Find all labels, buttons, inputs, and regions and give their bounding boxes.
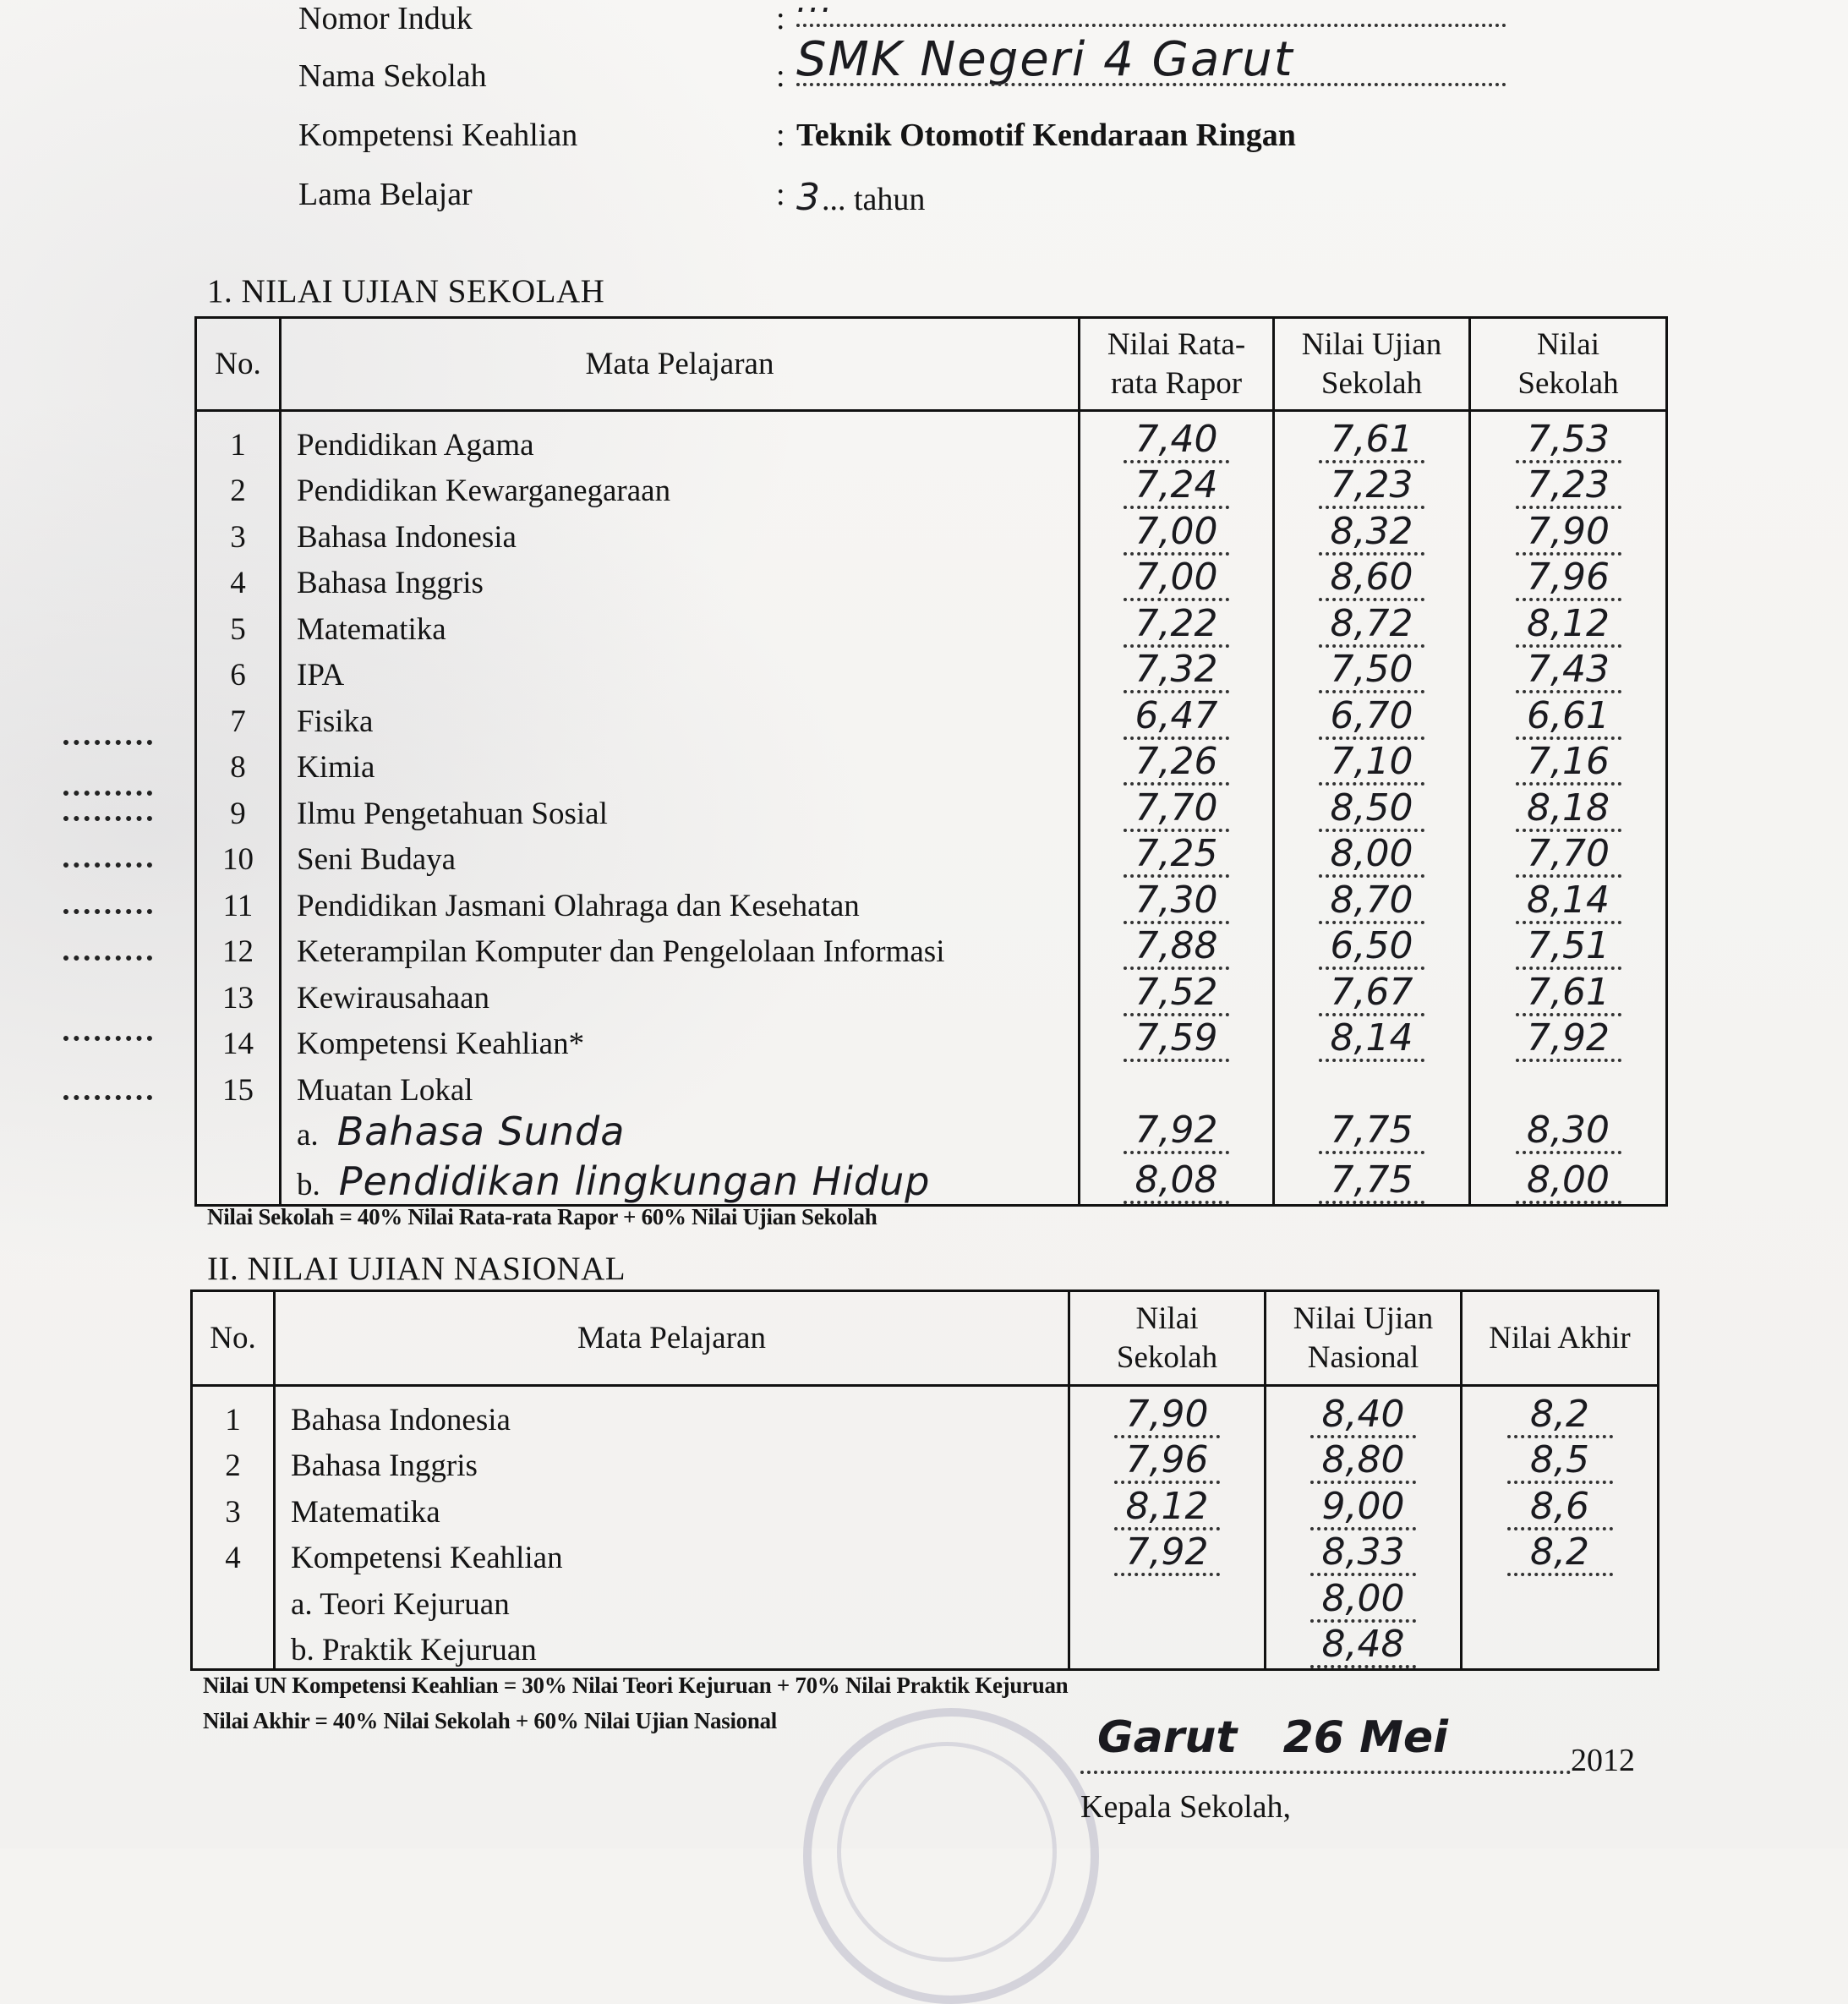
table-row (196, 878, 1667, 924)
sekolah-score: 7,16 (1516, 742, 1621, 786)
table-row (196, 740, 1667, 786)
akhir-score-cell (1462, 1530, 1659, 1577)
school-exam-table (194, 316, 1668, 1207)
rapor-score-cell (1080, 786, 1274, 832)
empty-cell (1080, 1062, 1274, 1109)
row-number: 4 (196, 556, 281, 602)
col-header-rapor: Nilai Rata-rata Rapor (1080, 318, 1274, 411)
rapor-score: 7,70 (1124, 788, 1229, 832)
table-row (196, 1062, 1667, 1109)
field-colon: : (776, 118, 785, 153)
punch-mark (63, 955, 152, 961)
sub-letter: a. (297, 1118, 319, 1153)
rapor-score: 7,00 (1124, 557, 1229, 601)
subject-name: IPA (281, 648, 1080, 694)
study-length-suffix: ... tahun (822, 182, 926, 217)
rapor-score-cell (1080, 832, 1274, 879)
col-header-akhir: Nilai Akhir (1462, 1291, 1659, 1386)
sekolah-score: 7,96 (1114, 1440, 1220, 1484)
un-score: 8,48 (1310, 1624, 1416, 1668)
table-row (192, 1623, 1659, 1670)
date-dotline (1080, 1771, 1571, 1774)
sekolah-score-cell (1470, 648, 1667, 694)
un-score-cell (1266, 1438, 1462, 1485)
table-row (192, 1530, 1659, 1577)
akhir-score-cell (1462, 1484, 1659, 1530)
school-stamp-inner (837, 1742, 1057, 1962)
rapor-score: 8,08 (1124, 1160, 1229, 1204)
subject-name: Matematika (281, 601, 1080, 648)
ujian-score-cell (1274, 924, 1470, 971)
sekolah-score-cell (1470, 1154, 1667, 1205)
col-header-sekolah: Nilai Sekolah (1069, 1291, 1266, 1386)
rapor-score: 7,00 (1124, 512, 1229, 556)
ujian-score: 6,50 (1319, 926, 1424, 970)
subject-name: Matematika (275, 1484, 1069, 1530)
competency-value: Teknik Otomotif Kendaraan Ringan (796, 118, 1296, 153)
table-row (192, 1386, 1659, 1438)
row-number (196, 1109, 281, 1155)
sekolah-score: 7,43 (1516, 649, 1621, 693)
subject-name: Bahasa Inggris (281, 556, 1080, 602)
ujian-score-cell (1274, 1154, 1470, 1205)
subject-name: Fisika (281, 693, 1080, 740)
empty-cell (1069, 1623, 1266, 1670)
sekolah-score: 7,92 (1516, 1018, 1621, 1062)
signatory-title: Kepala Sekolah, (1080, 1789, 1292, 1825)
field-label: Kompetensi Keahlian (298, 118, 578, 153)
sekolah-score-cell (1470, 970, 1667, 1016)
study-length-value (796, 176, 925, 219)
subject-name: Muatan Lokal (281, 1062, 1080, 1109)
un-score: 8,00 (1310, 1579, 1416, 1623)
subject-name: a. Teori Kejuruan (275, 1576, 1069, 1623)
akhir-score: 8,2 (1507, 1394, 1613, 1438)
rapor-score-cell (1080, 556, 1274, 602)
sekolah-score: 8,18 (1516, 788, 1621, 832)
akhir-score: 8,2 (1507, 1532, 1613, 1576)
row-number: 1 (192, 1386, 275, 1438)
subject-name: Pendidikan Kewarganegaraan (281, 463, 1080, 510)
ujian-score: 6,70 (1319, 696, 1424, 740)
sekolah-score: 7,90 (1114, 1394, 1220, 1438)
sekolah-score: 8,14 (1516, 880, 1621, 924)
sekolah-score: 7,51 (1516, 926, 1621, 970)
table-row (196, 648, 1667, 694)
un-score-cell (1266, 1623, 1462, 1670)
row-number: 10 (196, 832, 281, 879)
col-header-sekolah: Nilai Sekolah (1470, 318, 1667, 411)
sekolah-score: 7,23 (1516, 465, 1621, 509)
table-row (192, 1576, 1659, 1623)
rapor-score: 7,32 (1124, 649, 1229, 693)
un-score: 8,33 (1310, 1532, 1416, 1576)
section1-formula: Nilai Sekolah = 40% Nilai Rata-rata Rapor + 60% Nilai Ujian Sekolah (207, 1204, 878, 1229)
sekolah-score: 8,12 (1516, 604, 1621, 648)
sekolah-score-cell (1470, 1016, 1667, 1063)
empty-cell (1274, 1062, 1470, 1109)
sekolah-score-cell (1470, 556, 1667, 602)
table-row (196, 411, 1667, 463)
rapor-score: 7,30 (1124, 880, 1229, 924)
subject-name: Pendidikan Agama (281, 411, 1080, 463)
ujian-score: 8,70 (1319, 880, 1424, 924)
rapor-score: 7,26 (1124, 742, 1229, 786)
rapor-score: 7,25 (1124, 834, 1229, 878)
akhir-score-cell (1462, 1386, 1659, 1438)
rapor-score: 7,22 (1124, 604, 1229, 648)
rapor-score-cell (1080, 1016, 1274, 1063)
table-row (196, 556, 1667, 602)
sekolah-score-cell (1470, 693, 1667, 740)
study-length-number: 3 (796, 176, 822, 219)
sekolah-score: 7,70 (1516, 834, 1621, 878)
table-row (196, 463, 1667, 510)
ujian-score: 7,23 (1319, 465, 1424, 509)
rapor-score-cell (1080, 970, 1274, 1016)
col-header-un: Nilai Ujian Nasional (1266, 1291, 1462, 1386)
empty-cell (1470, 1062, 1667, 1109)
subject-name: b. Praktik Kejuruan (275, 1623, 1069, 1670)
sekolah-score: 8,00 (1516, 1160, 1621, 1204)
sekolah-score-cell (1470, 832, 1667, 879)
row-number (196, 1154, 281, 1205)
ujian-score-cell (1274, 556, 1470, 602)
ujian-score: 7,67 (1319, 972, 1424, 1016)
row-number: 4 (192, 1530, 275, 1577)
rapor-score: 7,88 (1124, 926, 1229, 970)
field-label: Lama Belajar (298, 177, 473, 212)
subject-name: Bahasa Indonesia (275, 1386, 1069, 1438)
section1-title: 1. NILAI UJIAN SEKOLAH (207, 273, 605, 309)
sekolah-score-cell (1470, 924, 1667, 971)
school-name-value: SMK Negeri 4 Garut (796, 32, 1294, 87)
rapor-score: 7,92 (1124, 1110, 1229, 1154)
row-number: 13 (196, 970, 281, 1016)
table-row (196, 693, 1667, 740)
table-row (196, 1154, 1667, 1205)
un-score-cell (1266, 1484, 1462, 1530)
year: 2012 (1571, 1743, 1635, 1778)
table-row (196, 786, 1667, 832)
col-header-subject: Mata Pelajaran (275, 1291, 1069, 1386)
rapor-score-cell (1080, 740, 1274, 786)
sekolah-score-cell (1069, 1530, 1266, 1577)
field-colon: : (776, 58, 785, 94)
sekolah-score: 7,96 (1516, 557, 1621, 601)
sekolah-score: 6,61 (1516, 696, 1621, 740)
table-row (192, 1438, 1659, 1485)
un-score-cell (1266, 1576, 1462, 1623)
rapor-score: 6,47 (1124, 696, 1229, 740)
rapor-score-cell (1080, 601, 1274, 648)
punch-mark (63, 909, 152, 914)
ujian-score-cell (1274, 648, 1470, 694)
punch-mark (63, 791, 152, 796)
sekolah-score: 8,12 (1114, 1487, 1220, 1530)
rapor-score-cell (1080, 1154, 1274, 1205)
ujian-score: 7,75 (1319, 1160, 1424, 1204)
col-header-subject: Mata Pelajaran (281, 318, 1080, 411)
row-number: 1 (196, 411, 281, 463)
row-number: 6 (196, 648, 281, 694)
national-exam-table (190, 1289, 1659, 1671)
ujian-score-cell (1274, 786, 1470, 832)
sub-letter: b. (297, 1167, 320, 1202)
sekolah-score: 7,92 (1114, 1532, 1220, 1576)
rapor-score: 7,40 (1124, 419, 1229, 463)
row-number: 15 (196, 1062, 281, 1109)
row-number: 3 (196, 509, 281, 556)
field-dotline (796, 24, 1506, 27)
table-row (196, 601, 1667, 648)
ujian-score: 7,75 (1319, 1110, 1424, 1154)
punch-mark (63, 862, 152, 868)
sekolah-score: 7,61 (1516, 972, 1621, 1016)
row-number: 14 (196, 1016, 281, 1063)
sekolah-score-cell (1069, 1438, 1266, 1485)
ujian-score: 8,14 (1319, 1018, 1424, 1062)
akhir-score-cell (1462, 1438, 1659, 1485)
row-number: 7 (196, 693, 281, 740)
row-number: 5 (196, 601, 281, 648)
ujian-score-cell (1274, 832, 1470, 879)
ujian-score: 7,50 (1319, 649, 1424, 693)
rapor-score-cell (1080, 648, 1274, 694)
sekolah-score-cell (1470, 601, 1667, 648)
rapor-score-cell (1080, 463, 1274, 510)
punch-mark (63, 740, 152, 745)
field-label: Nama Sekolah (298, 58, 487, 94)
nomor-induk-value: ... (796, 0, 834, 20)
ujian-score-cell (1274, 740, 1470, 786)
table-row (196, 970, 1667, 1016)
subject-name: Kimia (281, 740, 1080, 786)
ujian-score: 7,61 (1319, 419, 1424, 463)
sekolah-score: 7,53 (1516, 419, 1621, 463)
ujian-score-cell (1274, 509, 1470, 556)
akhir-score: 8,6 (1507, 1487, 1613, 1530)
table-row (196, 1109, 1667, 1155)
rapor-score-cell (1080, 509, 1274, 556)
section2-title: II. NILAI UJIAN NASIONAL (207, 1251, 626, 1287)
ujian-score: 8,32 (1319, 512, 1424, 556)
sekolah-score-cell (1470, 509, 1667, 556)
sekolah-score-cell (1470, 740, 1667, 786)
col-header-ujian: Nilai Ujian Sekolah (1274, 318, 1470, 411)
subject-name: Kewirausahaan (281, 970, 1080, 1016)
subject-name: Keterampilan Komputer dan Pengelolaan Informasi (281, 924, 1080, 971)
rapor-score-cell (1080, 924, 1274, 971)
punch-mark (63, 1036, 152, 1041)
punch-mark (63, 816, 152, 821)
ujian-score-cell (1274, 970, 1470, 1016)
empty-cell (1069, 1576, 1266, 1623)
rapor-score-cell (1080, 1109, 1274, 1155)
field-label: Nomor Induk (298, 1, 473, 36)
rapor-score: 7,24 (1124, 465, 1229, 509)
ujian-score-cell (1274, 878, 1470, 924)
rapor-score-cell (1080, 693, 1274, 740)
empty-cell (1462, 1576, 1659, 1623)
row-number: 2 (196, 463, 281, 510)
sekolah-score-cell (1470, 411, 1667, 463)
sekolah-score-cell (1069, 1386, 1266, 1438)
handwritten-subject: Pendidikan lingkungan Hidup (338, 1158, 931, 1204)
un-score-cell (1266, 1386, 1462, 1438)
subject-cell (281, 1154, 1080, 1205)
ujian-score: 7,10 (1319, 742, 1424, 786)
un-score: 8,80 (1310, 1440, 1416, 1484)
subject-name: Bahasa Indonesia (281, 509, 1080, 556)
row-number (192, 1623, 275, 1670)
sekolah-score-cell (1069, 1484, 1266, 1530)
ujian-score-cell (1274, 1109, 1470, 1155)
table-row (196, 509, 1667, 556)
un-score: 8,40 (1310, 1394, 1416, 1438)
row-number: 9 (196, 786, 281, 832)
akhir-score: 8,5 (1507, 1440, 1613, 1484)
rapor-score-cell (1080, 411, 1274, 463)
subject-name: Kompetensi Keahlian (275, 1530, 1069, 1577)
row-number: 8 (196, 740, 281, 786)
ujian-score-cell (1274, 463, 1470, 510)
rapor-score-cell (1080, 878, 1274, 924)
ujian-score: 8,50 (1319, 788, 1424, 832)
sekolah-score-cell (1470, 786, 1667, 832)
section2-formula-1: Nilai UN Kompetensi Keahlian = 30% Nilai Teori Kejuruan + 70% Nilai Praktik Kejuruan (203, 1673, 1069, 1698)
table-row (196, 832, 1667, 879)
rapor-score: 7,59 (1124, 1018, 1229, 1062)
ujian-score-cell (1274, 693, 1470, 740)
row-number (192, 1576, 275, 1623)
ujian-score: 8,00 (1319, 834, 1424, 878)
rapor-score: 7,52 (1124, 972, 1229, 1016)
ujian-score: 8,72 (1319, 604, 1424, 648)
sekolah-score-cell (1470, 463, 1667, 510)
row-number: 12 (196, 924, 281, 971)
row-number: 11 (196, 878, 281, 924)
col-header-no: No. (192, 1291, 275, 1386)
table-row (192, 1484, 1659, 1530)
field-colon: : (776, 177, 785, 212)
table-row (196, 924, 1667, 971)
ujian-score-cell (1274, 601, 1470, 648)
sekolah-score-cell (1470, 878, 1667, 924)
col-header-no: No. (196, 318, 281, 411)
empty-cell (1462, 1623, 1659, 1670)
un-score-cell (1266, 1530, 1462, 1577)
sekolah-score: 8,30 (1516, 1110, 1621, 1154)
un-score: 9,00 (1310, 1487, 1416, 1530)
subject-name: Seni Budaya (281, 832, 1080, 879)
handwritten-subject: Bahasa Sunda (336, 1109, 626, 1154)
sekolah-score: 7,90 (1516, 512, 1621, 556)
subject-name: Bahasa Inggris (275, 1438, 1069, 1485)
table-row (196, 1016, 1667, 1063)
subject-name: Kompetensi Keahlian* (281, 1016, 1080, 1063)
row-number: 2 (192, 1438, 275, 1485)
school-stamp (803, 1708, 1099, 2004)
field-dotline (796, 83, 1506, 86)
punch-mark (63, 1095, 152, 1100)
subject-name: Ilmu Pengetahuan Sosial (281, 786, 1080, 832)
place-date: Garut 26 Mei (1097, 1712, 1448, 1763)
ujian-score-cell (1274, 1016, 1470, 1063)
field-colon: : (776, 1, 785, 36)
ujian-score-cell (1274, 411, 1470, 463)
subject-name: Pendidikan Jasmani Olahraga dan Kesehatan (281, 878, 1080, 924)
sekolah-score-cell (1470, 1109, 1667, 1155)
ujian-score: 8,60 (1319, 557, 1424, 601)
section2-formula-2: Nilai Akhir = 40% Nilai Sekolah + 60% Nilai Ujian Nasional (203, 1708, 777, 1733)
subject-cell (281, 1109, 1080, 1155)
row-number: 3 (192, 1484, 275, 1530)
